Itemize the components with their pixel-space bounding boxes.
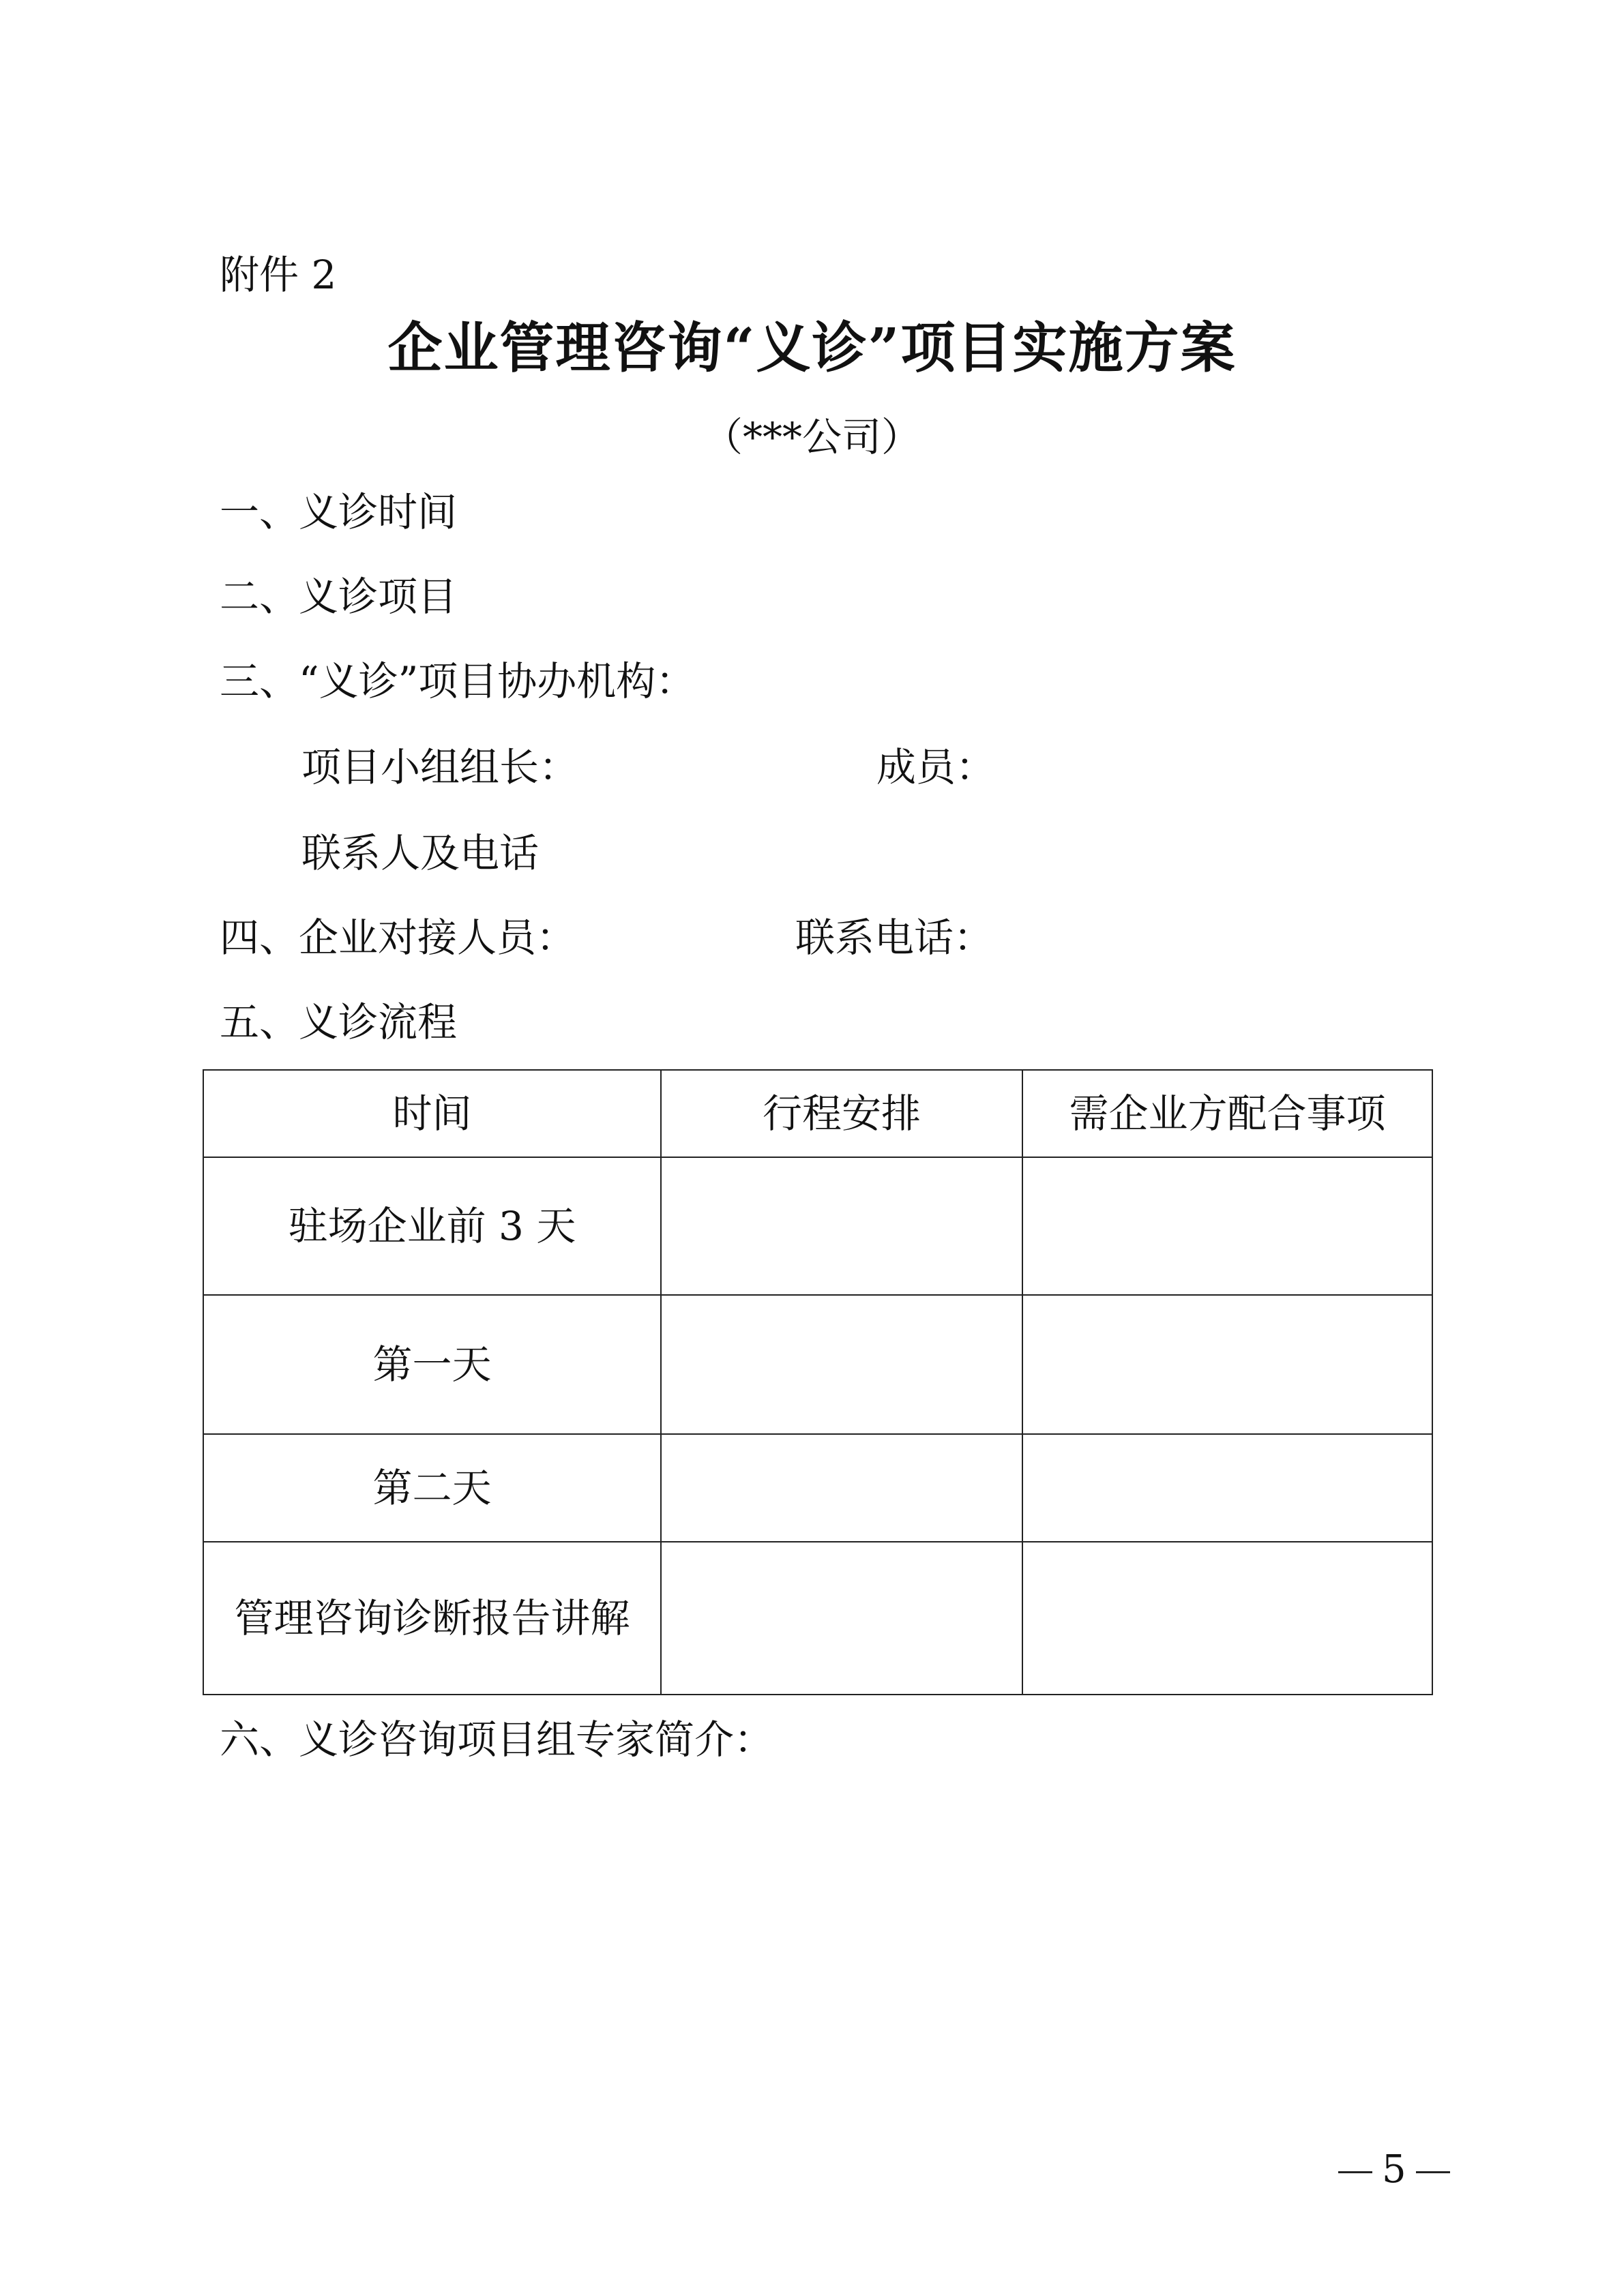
- table-row: [203, 1295, 1432, 1434]
- page-number-value: 5: [1382, 2147, 1406, 2192]
- header-schedule: 行程安排: [661, 1070, 1022, 1157]
- row-schedule-cell: [661, 1542, 1022, 1695]
- section-consult-time: 一、义诊时间: [220, 489, 458, 535]
- row-time-cell: 驻场企业前 3 天: [203, 1157, 661, 1295]
- page-number: [1329, 2147, 1460, 2192]
- table-row: [203, 1434, 1432, 1542]
- page-dash-right: [1416, 2171, 1450, 2173]
- members-label: 成员：: [876, 744, 996, 790]
- section-consult-process: 五、义诊流程: [220, 999, 458, 1045]
- team-leader-label: 项目小组组长：: [301, 744, 579, 790]
- section-co-organizer: 三、“义诊”项目协办机构：: [220, 658, 696, 704]
- row-cooperation-cell: [1022, 1434, 1432, 1542]
- table-row: [203, 1542, 1432, 1695]
- row-time-cell: 第一天: [203, 1295, 661, 1434]
- contact-phone-label: 联系人及电话: [301, 830, 540, 876]
- table-header-row: [203, 1070, 1432, 1157]
- process-table: [203, 1069, 1433, 1695]
- document-title: 企业管理咨询“义诊”项目实施方案: [387, 316, 1237, 380]
- table-row: [203, 1157, 1432, 1295]
- row-cooperation-cell: [1022, 1542, 1432, 1695]
- row-time-cell: 第二天: [203, 1434, 661, 1542]
- header-time: 时间: [203, 1070, 661, 1157]
- header-enterprise-cooperation: 需企业方配合事项: [1022, 1070, 1432, 1157]
- section-expert-intro: 六、义诊咨询项目组专家简介：: [220, 1716, 774, 1763]
- row-schedule-cell: [661, 1434, 1022, 1542]
- company-subtitle: （***公司）: [703, 414, 921, 460]
- row-time-cell: 管理咨询诊断报告讲解: [203, 1542, 661, 1695]
- row-schedule-cell: [661, 1295, 1022, 1434]
- row-cooperation-cell: [1022, 1157, 1432, 1295]
- row-schedule-cell: [661, 1157, 1022, 1295]
- section-consult-project: 二、义诊项目: [220, 573, 458, 620]
- attachment-label: 附件 2: [220, 252, 337, 298]
- section-enterprise-contact: 四、企业对接人员：: [220, 914, 576, 961]
- page-dash-left: [1338, 2171, 1372, 2173]
- enterprise-phone-label: 联系电话：: [795, 914, 994, 961]
- row-cooperation-cell: [1022, 1295, 1432, 1434]
